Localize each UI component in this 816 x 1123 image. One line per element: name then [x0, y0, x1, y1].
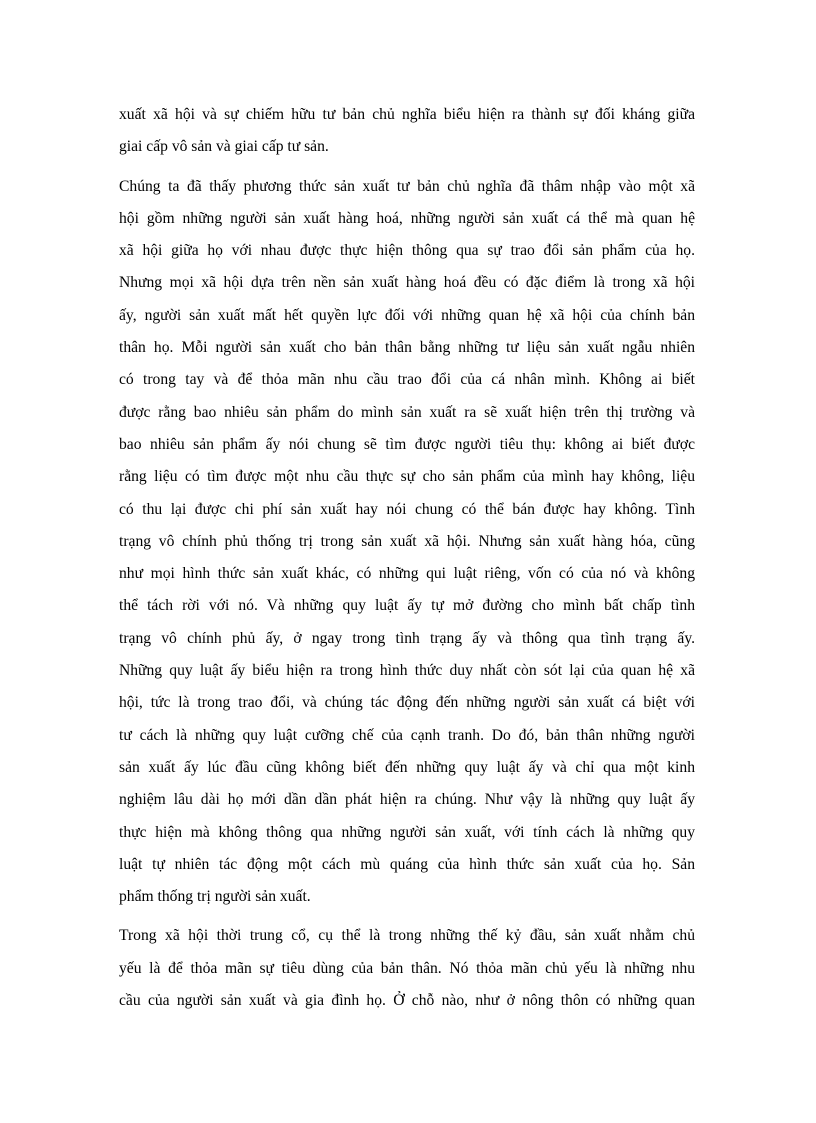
text-line: trạng vô chính phủ ấy, ở ngay trong tình trạng ấy và thông qua tình trạng ấy.	[119, 629, 695, 647]
text-line: hội gồm những người sản xuất hàng hoá, những người sản xuất cá thể mà quan hệ	[119, 209, 695, 227]
text-line: sản xuất ấy lúc đầu cũng không biết đến những quy luật ấy và chỉ qua một kinh	[119, 758, 695, 776]
text-line: có trong tay và để thỏa mãn nhu cầu trao đổi của cá nhân mình. Không ai biết	[119, 371, 695, 389]
text-line: trạng vô chính phủ thống trị trong sản xuất xã hội. Nhưng sản xuất hàng hóa, cũng	[119, 532, 695, 550]
text-line: rằng liệu có tìm được một nhu cầu thực sự cho sản phẩm của mình hay không, liệu	[119, 468, 695, 486]
text-line: thể tách rời với nó. Và những quy luật ấy tự mở đường cho mình bất chấp tình	[119, 597, 695, 615]
text-line: Trong xã hội thời trung cổ, cụ thể là trong những thế kỷ đầu, sản xuất nhằm chủ	[119, 927, 695, 945]
text-line: xuất xã hội và sự chiếm hữu tư bản chủ nghĩa biểu hiện ra thành sự đối kháng giữa	[119, 106, 695, 123]
text-line: phẩm thống trị người sản xuất.	[119, 888, 311, 906]
text-line: cầu của người sản xuất và gia đình họ. Ở chỗ nào, như ở nông thôn có những quan	[119, 992, 695, 1010]
document-body	[119, 99, 695, 1017]
text-line: tư cách là những quy luật cưỡng chế của cạnh tranh. Do đó, bản thân những người	[119, 726, 695, 744]
text-line: Chúng ta đã thấy phương thức sản xuất tư bản chủ nghĩa đã thâm nhập vào một xã	[119, 177, 695, 195]
paragraph-1	[119, 99, 695, 164]
text-line: giai cấp vô sản và giai cấp tư sản.	[119, 138, 329, 156]
text-line: Nhưng mọi xã hội dựa trên nền sản xuất hàng hoá đều có đặc điểm là trong xã hội	[119, 274, 695, 292]
text-line: nghiệm lâu dài họ mới dần dần phát hiện ra chúng. Như vậy là những quy luật ấy	[119, 791, 695, 809]
text-line: ấy, người sản xuất mất hết quyền lực đối với những quan hệ xã hội của chính bản	[119, 306, 695, 324]
text-line: như mọi hình thức sản xuất khác, có những qui luật riêng, vốn có của nó và không	[119, 565, 695, 583]
paragraph-2	[119, 171, 695, 914]
text-line: thực hiện mà không thông qua những người sản xuất, với tính cách là những quy	[119, 823, 695, 841]
text-line: bao nhiêu sản phẩm ấy nói chung sẽ tìm được người tiêu thụ: không ai biết được	[119, 435, 695, 453]
paragraph-3	[119, 920, 695, 1017]
text-line: thân họ. Mỗi người sản xuất cho bản thân bằng những tư liệu sản xuất ngẫu nhiên	[119, 339, 695, 357]
text-line: hội, tức là trong trao đổi, và chúng tác động đến những người sản xuất cá biệt với	[119, 694, 695, 712]
text-line: luật tự nhiên tác động một cách mù quáng của hình thức sản xuất của họ. Sản	[119, 855, 695, 873]
text-line: yếu là để thỏa mãn sự tiêu dùng của bản thân. Nó thỏa mãn chủ yếu là những nhu	[119, 959, 695, 977]
text-line: có thu lại được chi phí sản xuất hay nói chung có thể bán được hay không. Tình	[119, 500, 695, 518]
text-line: được rằng bao nhiêu sản phẩm do mình sản xuất ra sẽ xuất hiện trên thị trường và	[119, 403, 695, 421]
text-line: xã hội giữa họ với nhau được thực hiện thông qua sự trao đổi sản phẩm của họ.	[119, 242, 695, 260]
text-line: Những quy luật ấy biểu hiện ra trong hình thức duy nhất còn sót lại của quan hệ xã	[119, 662, 695, 680]
